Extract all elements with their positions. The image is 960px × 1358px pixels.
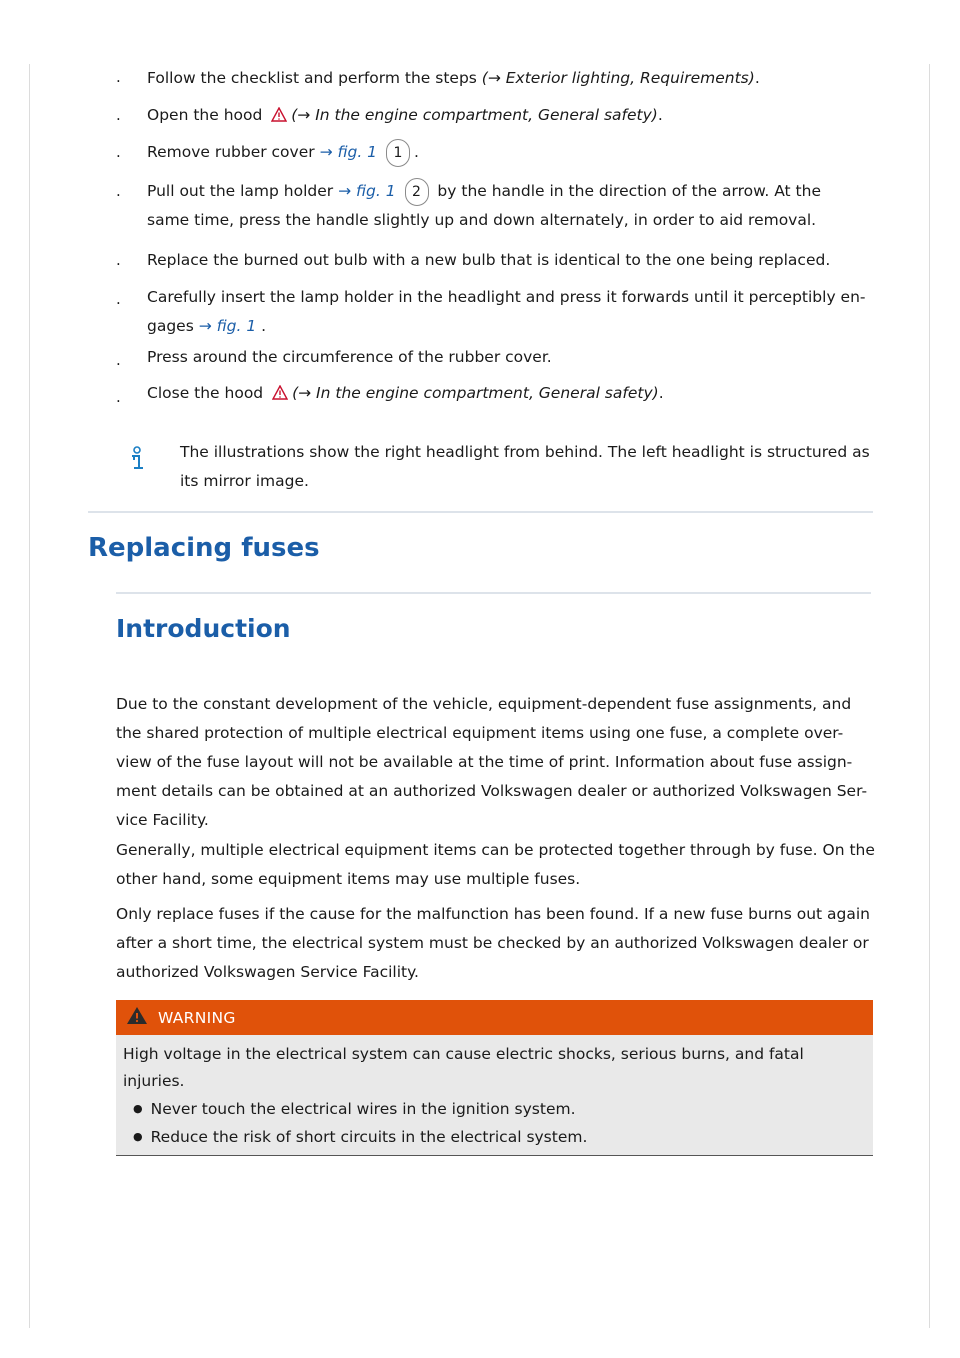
paragraph: Generally, multiple electrical equipment items can be protected together through by fuse. On the other hand, some equipment items may use multiple fuses.	[116, 841, 875, 888]
section-divider	[88, 511, 873, 513]
step-text: Carefully insert the lamp holder in the headlight and press it forwards until it perceptibly en-	[147, 288, 866, 306]
warning-text: High voltage in the electrical system can cause electric shocks, serious burns, and fatal injuries.	[123, 1045, 804, 1090]
step-bullet: .	[116, 251, 121, 269]
paragraph: Only replace fuses if the cause for the malfunction has been found. If a new fuse burns out again after a short time, the electrical system must be checked by an authorized Volkswagen dealer or authorized Volkswagen Service Facility.	[116, 905, 871, 981]
warning-triangle-icon	[271, 103, 287, 132]
step-bullet: .	[116, 68, 121, 86]
figure-reference-link[interactable]: → fig. 1	[319, 143, 378, 161]
step-bullet: .	[116, 351, 121, 369]
cross-reference-link[interactable]: (→ In the engine compartment, General safety)	[292, 384, 659, 402]
warning-icon	[126, 1006, 158, 1029]
step-bullet: .	[116, 388, 121, 406]
note-text: The illustrations show the right headlight from behind. The left headlight is structured as its mirror image.	[180, 443, 870, 490]
subsection-divider	[116, 592, 871, 594]
step-bullet: .	[116, 182, 121, 200]
page-border-left	[29, 64, 30, 1328]
step-punct: .	[256, 317, 267, 335]
warning-box	[116, 1000, 873, 1156]
step-punct: .	[657, 106, 663, 124]
callout-number: 2	[405, 178, 429, 206]
step-7: Press around the circumference of the rubber cover.	[147, 348, 552, 366]
step-punct: .	[658, 384, 664, 402]
step-8	[147, 379, 877, 410]
step-bullet: .	[116, 290, 121, 308]
warning-body	[116, 1035, 873, 1156]
warning-list	[123, 1095, 865, 1151]
step-text: Close the hood	[147, 384, 269, 402]
section-title: Replacing fuses	[88, 533, 320, 563]
page-border-right	[929, 64, 930, 1328]
warning-list-item: ● Never touch the electrical wires in the ignition system.	[133, 1095, 865, 1123]
warning-header	[116, 1000, 873, 1035]
subsection-title: Introduction	[116, 614, 291, 643]
step-text: same time, press the handle slightly up and down alternately, in order to aid removal.	[147, 211, 817, 229]
figure-reference-link[interactable]: → fig. 1	[198, 317, 257, 335]
step-text: Open the hood	[147, 106, 268, 124]
cross-reference-link[interactable]: (→ Exterior lighting, Requirements)	[481, 69, 755, 87]
step-2	[147, 101, 877, 132]
step-1	[147, 64, 877, 93]
cross-reference-link[interactable]: (→ In the engine compartment, General safety)	[291, 106, 658, 124]
step-bullet: .	[116, 143, 121, 161]
step-6	[147, 283, 877, 341]
callout-number: 1	[386, 139, 410, 167]
step-3	[147, 138, 877, 167]
warning-list-item: ● Reduce the risk of short circuits in the electrical system.	[133, 1123, 865, 1151]
step-text: gages	[147, 317, 199, 335]
step-text: Remove rubber cover	[147, 143, 320, 161]
step-4	[147, 177, 877, 235]
step-punct: .	[413, 143, 419, 161]
warning-triangle-icon	[272, 381, 288, 410]
step-5: Replace the burned out bulb with a new bulb that is identical to the one being replaced.	[147, 251, 831, 269]
step-punct: .	[754, 69, 760, 87]
step-text: Follow the checklist and perform the steps	[147, 69, 482, 87]
figure-reference-link[interactable]: → fig. 1	[338, 182, 396, 200]
step-text: Pull out the lamp holder	[147, 182, 339, 200]
step-text: by the handle in the direction of the arrow. At the	[432, 182, 821, 200]
step-bullet: .	[116, 106, 121, 124]
info-icon	[128, 446, 146, 476]
warning-label: WARNING	[158, 1008, 236, 1027]
paragraph: Due to the constant development of the vehicle, equipment-dependent fuse assignments, and the shared protection of multiple electrical equipment items using one fuse, a complete over-view of the fuse layout will not be available at the time of print. Information about fuse assign-ment details can be obtained at an authorized Volkswagen dealer or authorized Volkswagen Ser-vice Facility.	[116, 695, 868, 829]
